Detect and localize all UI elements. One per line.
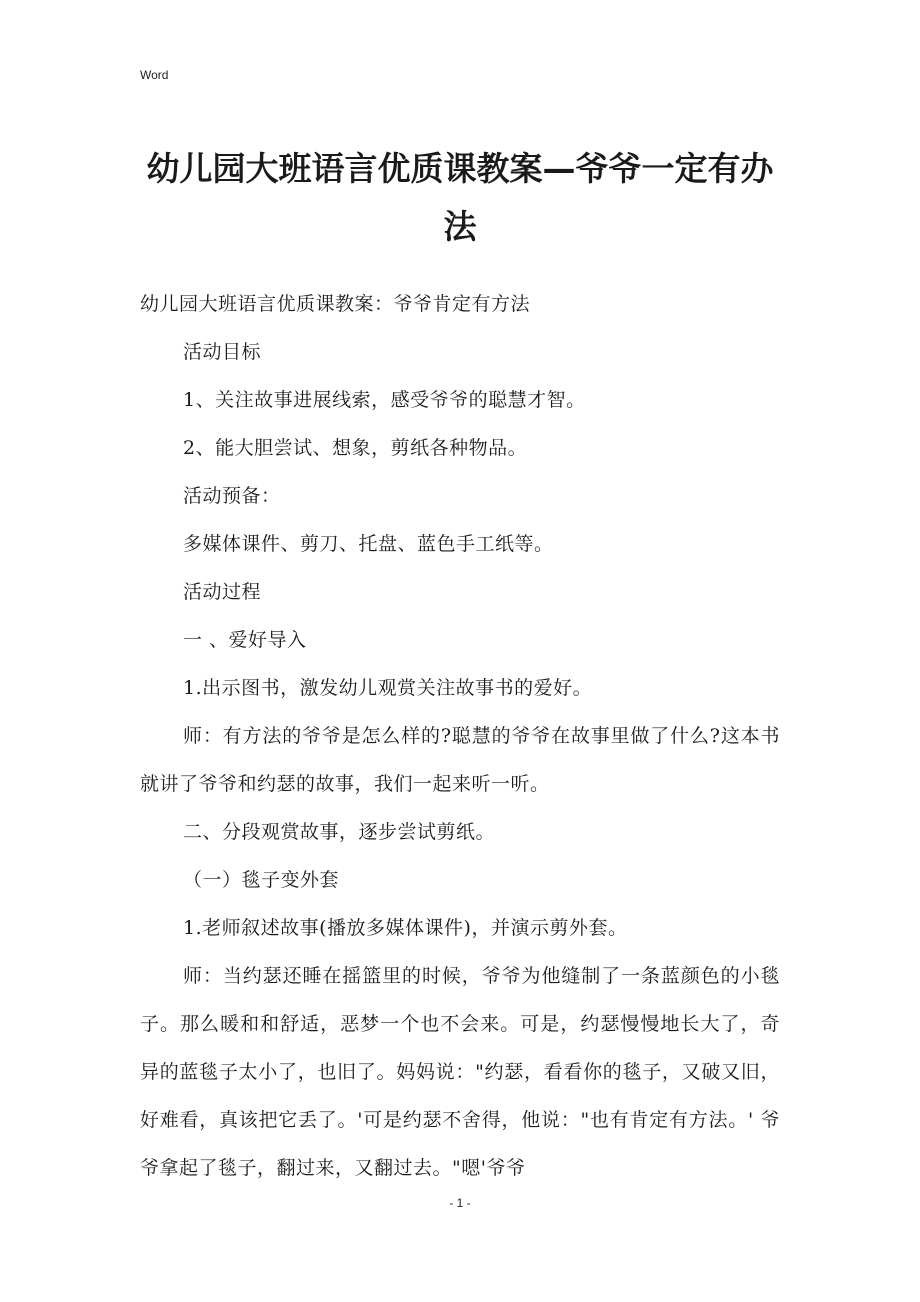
body-paragraph: 师：当约瑟还睡在摇篮里的时候，爷爷为他缝制了一条蓝颜色的小毯子。那么暖和和舒适，恶梦一个也不会来。可是，约瑟慢慢地长大了，奇异的蓝毯子太小了，也旧了。妈妈说："约瑟，看看你的毯子，又破又旧，好难看，真该把它丢了。'可是约瑟不舍得，他说："也有肯定有方法。' 爷爷拿起了毯子，翻过来，又翻过去。"嗯'爷爷 [140, 965, 780, 1179]
body-paragraph: 1.老师叙述故事(播放多媒体课件)，并演示剪外套。 [183, 917, 628, 939]
body-paragraph: 二、分段观赏故事，逐步尝试剪纸。 [183, 821, 496, 843]
body-paragraph: 幼儿园大班语言优质课教案：爷爷肯定有方法 [140, 293, 531, 315]
body-paragraph: 2、能大胆尝试、想象，剪纸各种物品。 [183, 437, 528, 459]
document-title: 幼儿园大班语言优质课教案—爷爷一定有办法 [146, 149, 774, 246]
body-paragraph: 多媒体课件、剪刀、托盘、蓝色手工纸等。 [183, 533, 554, 555]
body-paragraph: 1、关注故事进展线索，感受爷爷的聪慧才智。 [183, 389, 586, 411]
page-number: - 1 - [449, 1196, 471, 1210]
body-paragraph: （一）毯子变外套 [183, 869, 340, 891]
document-body [140, 280, 780, 1192]
body-paragraph: 一 、爱好导入 [183, 629, 307, 651]
body-paragraph: 活动过程 [183, 581, 262, 603]
body-paragraph: 1.出示图书，激发幼儿观赏关注故事书的爱好。 [183, 677, 593, 699]
header-label: Word [140, 68, 169, 82]
body-paragraph: 活动预备： [183, 485, 281, 507]
body-paragraph: 活动目标 [183, 341, 262, 363]
body-paragraph: 师：有方法的爷爷是怎么样的?聪慧的爷爷在故事里做了什么?这本书就讲了爷爷和约瑟的故事，我们一起来听一听。 [140, 725, 780, 795]
